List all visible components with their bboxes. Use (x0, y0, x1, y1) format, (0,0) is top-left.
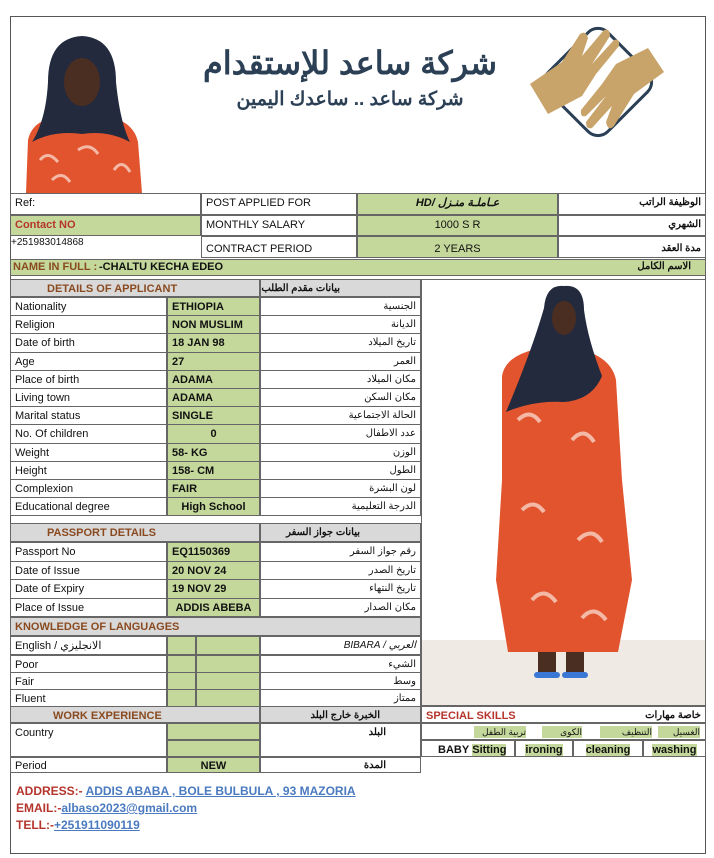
tell-line (16, 818, 140, 832)
applicant-section-title: DETAILS OF APPLICANT (10, 279, 260, 297)
portrait-figure (18, 30, 146, 193)
name-row (10, 259, 706, 276)
applicant-value: ETHIOPIA (167, 297, 260, 316)
applicant-label: Weight (10, 443, 167, 462)
skill-sitting-label: Sitting (472, 744, 507, 756)
skills-ar-row (421, 723, 706, 740)
language-level-ar: وسط (260, 672, 421, 690)
languages-section-title: KNOWLEDGE OF LANGUAGES (10, 617, 421, 636)
applicant-value: 158- CM (167, 461, 260, 480)
company-slogan: شركة ساعد .. ساعدك اليمين (236, 89, 464, 110)
language-level-b (196, 655, 260, 673)
applicant-ar: الجنسية (260, 297, 421, 316)
applicant-ar: الديانة (260, 315, 421, 334)
language-level-label: Fluent (10, 689, 167, 707)
contact-label: Contact NO (10, 215, 201, 236)
applicant-value: ADAMA (167, 370, 260, 389)
passport-section-title: PASSPORT DETAILS (10, 523, 260, 542)
skill-washing (643, 740, 706, 757)
passport-label: Passport No (10, 542, 167, 562)
applicant-ar: عدد الاطفال (260, 424, 421, 443)
portrait-photo (18, 30, 146, 193)
company-name: شركة ساعد للإستقدام (202, 45, 498, 81)
skill-washing-label: washing (652, 744, 697, 756)
language-level-b (196, 672, 260, 690)
applicant-label: Marital status (10, 406, 167, 425)
english-col-a (167, 636, 196, 655)
applicant-label: Nationality (10, 297, 167, 316)
experience-section-title: WORK EXPERIENCE (10, 706, 260, 723)
country-value-b (167, 740, 260, 757)
country-ar: البلد (260, 723, 421, 757)
applicant-ar: مكان السكن (260, 388, 421, 407)
language-level-a (167, 672, 196, 690)
skill-ar-ironing: الكوى (542, 726, 582, 738)
skill-baby-sitting (421, 740, 515, 757)
monthly-salary-ar: الشهري (558, 215, 706, 236)
applicant-value: 18 JAN 98 (167, 333, 260, 352)
skill-cleaning-label: cleaning (585, 744, 631, 756)
address-line (16, 784, 356, 798)
applicant-section-title-ar: بيانات مقدم الطلب (260, 279, 421, 297)
email-link[interactable]: albaso2023@gmail.com (61, 801, 198, 815)
applicant-label: Educational degree (10, 497, 167, 516)
applicant-label: Age (10, 352, 167, 371)
skill-ironing (515, 740, 573, 757)
full-body-photo (421, 279, 706, 706)
period-ar: المدة (260, 757, 421, 773)
language-level-a (167, 689, 196, 707)
applicant-label: Living town (10, 388, 167, 407)
language-level-label: Poor (10, 655, 167, 673)
applicant-label: Complexion (10, 479, 167, 498)
language-level-a (167, 655, 196, 673)
full-body-figure (422, 280, 706, 706)
passport-value: 20 NOV 24 (167, 561, 260, 581)
english-col-b (196, 636, 260, 655)
passport-label: Date of Expiry (10, 579, 167, 599)
language-level-ar: الشيء (260, 655, 421, 673)
passport-value: EQ1150369 (167, 542, 260, 562)
applicant-value: 0 (167, 424, 260, 443)
passport-label: Place of Issue (10, 598, 167, 618)
passport-value: ADDIS ABEBA (167, 598, 260, 618)
contract-period-label: CONTRACT PERIOD (201, 236, 357, 258)
skills-section-title: SPECIAL SKILLS (421, 706, 561, 723)
applicant-ar: الوزن (260, 443, 421, 462)
language-level-b (196, 689, 260, 707)
name-value: -CHALTU KECHA EDEO (99, 261, 224, 273)
applicant-ar: مكان الميلاد (260, 370, 421, 389)
applicant-ar: الحالة الاجتماعية (260, 406, 421, 425)
passport-ar: تاريخ الصدر (260, 561, 421, 581)
english-label: English / الانجليزي (10, 636, 167, 655)
period-label: Period (10, 757, 167, 773)
monthly-salary-value: 1000 S R (357, 215, 558, 236)
applicant-ar: تاريخ الميلاد (260, 333, 421, 352)
period-value: NEW (167, 757, 260, 773)
post-applied-ar: الوظيفة الراتب (558, 193, 706, 215)
name-ar: الاسم الكامل (637, 261, 691, 272)
address-value[interactable]: ADDIS ABABA , BOLE BULBULA , 93 MAZORIA (85, 784, 356, 798)
passport-ar: رقم جواز السفر (260, 542, 421, 562)
contract-period-ar: مدة العقد (558, 236, 706, 258)
hands-logo-icon (522, 22, 672, 154)
applicant-label: Date of birth (10, 333, 167, 352)
passport-ar: تاريخ النتهاء (260, 579, 421, 599)
applicant-value: FAIR (167, 479, 260, 498)
skill-baby-label: BABY (438, 744, 470, 756)
applicant-value: NON MUSLIM (167, 315, 260, 334)
country-value-a (167, 723, 260, 740)
company-logo (522, 22, 672, 154)
skill-ironing-label: ironing (525, 744, 563, 756)
skill-ar-washing: الغسيل (658, 726, 700, 738)
passport-section-title-ar: بيانات جواز السفر (260, 523, 421, 542)
tell-link[interactable]: +251911090119 (54, 818, 140, 832)
applicant-label: Height (10, 461, 167, 480)
applicant-value: 27 (167, 352, 260, 371)
passport-value: 19 NOV 29 (167, 579, 260, 599)
language-level-label: Fair (10, 672, 167, 690)
arabic-label: العربي / BIBARA (260, 636, 421, 655)
applicant-value: High School (167, 497, 260, 516)
address-label: ADDRESS:- (16, 784, 86, 798)
experience-section-title-ar: الخبرة خارج البلد (260, 706, 421, 723)
country-label: Country (10, 723, 167, 757)
post-applied-label: POST APPLIED FOR (201, 193, 357, 215)
name-label: NAME IN FULL : (13, 261, 98, 273)
language-level-ar: ممتاز (260, 689, 421, 707)
applicant-label: No. Of children (10, 424, 167, 443)
applicant-value: ADAMA (167, 388, 260, 407)
email-line (16, 801, 197, 815)
passport-label: Date of Issue (10, 561, 167, 581)
contact-phone: +251983014868 (11, 237, 84, 248)
contract-period-value: 2 YEARS (357, 236, 558, 258)
applicant-ar: الطول (260, 461, 421, 480)
email-label: EMAIL:- (16, 801, 62, 815)
applicant-label: Religion (10, 315, 167, 334)
applicant-value: SINGLE (167, 406, 260, 425)
applicant-ar: العمر (260, 352, 421, 371)
skills-section-title-ar: خاصة مهارات (561, 706, 706, 723)
skills-en-row (421, 740, 706, 757)
passport-ar: مكان الصدار (260, 598, 421, 618)
applicant-ar: الدرجة التعليمية (260, 497, 421, 516)
tell-label: TELL:- (16, 818, 54, 832)
post-applied-value: HD/ عـاملـة منـزل (357, 193, 558, 215)
applicant-label: Place of birth (10, 370, 167, 389)
skill-ar-baby: تربية الطفل (474, 726, 526, 738)
ref-label: Ref: (10, 193, 201, 215)
skill-ar-cleaning: التنظيف (600, 726, 652, 738)
skill-cleaning (573, 740, 643, 757)
applicant-value: 58- KG (167, 443, 260, 462)
monthly-salary-label: MONTHLY SALARY (201, 215, 357, 236)
applicant-ar: لون البشرة (260, 479, 421, 498)
